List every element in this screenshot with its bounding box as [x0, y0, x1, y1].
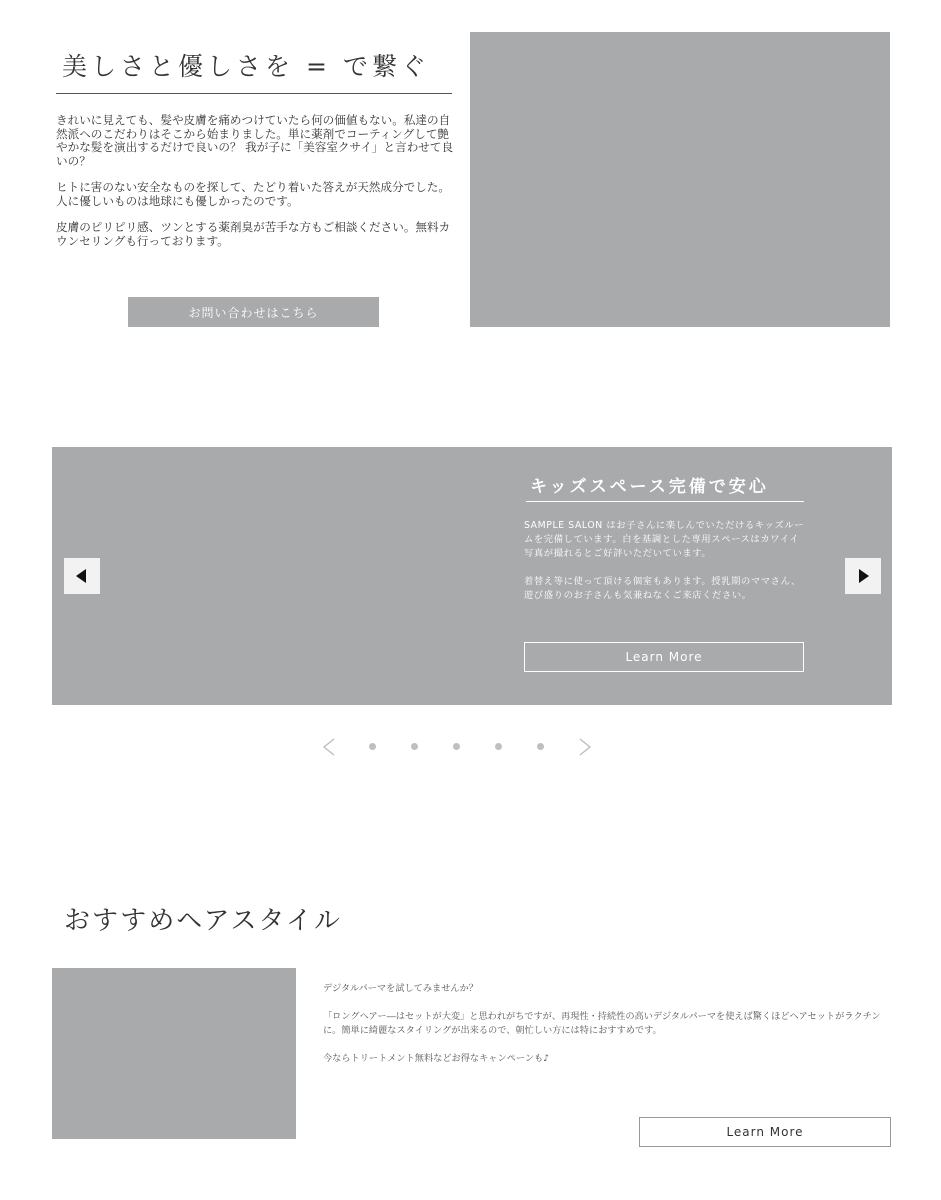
slide-paragraph-2: 着替え等に使って頂ける個室もあります。授乳期のママさん、遊び盛りのお子さんも気兼ねなくご来店ください。	[524, 576, 801, 601]
recommend-learn-more-button[interactable]: Learn More	[639, 1117, 891, 1147]
recommend-image-placeholder	[52, 968, 296, 1139]
recommend-title: おすすめヘアスタイル	[64, 906, 342, 936]
intro-image-placeholder	[470, 32, 890, 327]
pager-next-chevron-icon[interactable]	[578, 738, 592, 756]
intro-title: 美しさと優しさを = で繋ぐ	[56, 50, 452, 94]
slide-learn-more-button[interactable]: Learn More	[524, 642, 804, 672]
pager-dot-5[interactable]	[537, 743, 544, 750]
slider-prev-button[interactable]	[64, 558, 100, 594]
slide-paragraph-1: SAMPLE SALON はお子さんに楽しんでいただけるキッズルームを完備しています。白を基調とした専用スペースはカワイイ写真が撮れるとご好評いただいています。	[524, 520, 805, 559]
pager-prev-chevron-icon[interactable]	[322, 738, 336, 756]
pager-dot-4[interactable]	[495, 743, 502, 750]
recommend-text	[323, 982, 889, 1080]
intro-paragraph-1: きれいに見えても、髪や皮膚を痛めつけていたら何の価値もない。私達の自然派へのこだわりはそこから始まりました。単に薬剤でコーティングして艶やかな髪を演出するだけで良いの？ 我が子に「美容室クサイ」と言わせて良いの？	[56, 113, 454, 168]
pager-dot-3[interactable]	[453, 743, 460, 750]
slide-title: キッズスペース完備で安心	[526, 477, 804, 502]
intro-paragraph-3: 皮膚のピリピリ感、ツンとする薬剤臭が苦手な方もご相談ください。無料カウンセリングも行っております。	[56, 220, 451, 248]
kids-space-slider	[52, 447, 892, 705]
recommend-paragraph-3: 今ならトリートメント無料などお得なキャンペーンも♪	[323, 1053, 550, 1064]
slide-text	[524, 519, 808, 617]
intro-paragraph-2: ヒトに害のない安全なものを探して、たどり着いた答えが天然成分でした。人に優しいものは地球にも優しかったのです。	[56, 180, 450, 208]
pager-dot-2[interactable]	[411, 743, 418, 750]
recommend-paragraph-2: 「ロングヘアー―はセットが大変」と思われがちですが、再現性・持続性の高いデジタルパーマを使えば驚くほどヘアセットがラクチンに。簡単に綺麗なスタイリングが出来るので、朝忙しい方には特におすすめです。	[323, 1011, 881, 1036]
slider-next-button[interactable]	[845, 558, 881, 594]
triangle-left-icon	[76, 569, 88, 583]
intro-text	[56, 114, 456, 261]
triangle-right-icon	[857, 569, 869, 583]
contact-button[interactable]: お問い合わせはこちら	[128, 297, 379, 327]
pager-dot-1[interactable]	[369, 743, 376, 750]
recommend-paragraph-1: デジタルパーマを試してみませんか？	[323, 983, 478, 994]
